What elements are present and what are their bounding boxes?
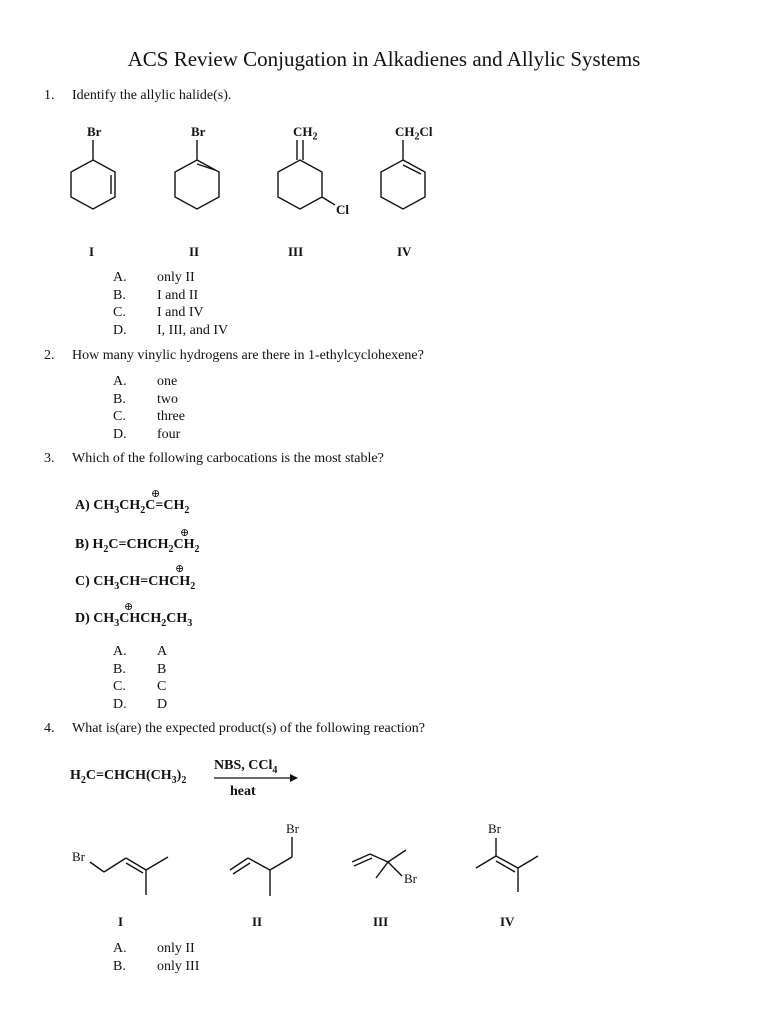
- structure-label-i: I: [89, 244, 95, 259]
- option-letter: B.: [113, 287, 126, 303]
- structure-label-iv: IV: [397, 244, 412, 259]
- answer-option[interactable]: [113, 426, 185, 444]
- product-label-iii: III: [373, 914, 389, 929]
- structure-iv: [381, 140, 425, 209]
- option-text: only II: [157, 270, 195, 285]
- answer-option[interactable]: [113, 287, 228, 305]
- charge-symbol-c: ⊕: [175, 563, 185, 575]
- option-letter: D.: [113, 426, 127, 442]
- page-title: ACS Review Conjugation in Alkadienes and Allylic Systems: [127, 47, 641, 71]
- question-2: [44, 348, 424, 364]
- product-ii: [230, 837, 292, 896]
- answer-option[interactable]: [113, 661, 167, 679]
- option-letter: D.: [113, 322, 127, 338]
- q4-products: [60, 820, 560, 910]
- question-number: 3.: [44, 451, 55, 466]
- carbocation-d: D) $CH_3CHCH_2CH_3$: [75, 611, 193, 629]
- charge-symbol-a: ⊕: [151, 488, 161, 500]
- answer-option[interactable]: [113, 322, 228, 340]
- option-text: A: [157, 644, 168, 659]
- question-text: Which of the following carbocations is the most stable?: [72, 451, 384, 466]
- product-ii-br: Br: [286, 821, 299, 836]
- question-3: [44, 451, 384, 467]
- answer-option[interactable]: [113, 643, 167, 661]
- answer-option[interactable]: [113, 678, 167, 696]
- substituent-cl-iii: Cl: [336, 202, 349, 217]
- product-label-i: I: [118, 914, 124, 929]
- option-letter: A.: [113, 374, 127, 389]
- question-1: [44, 88, 231, 104]
- product-iii-br: Br: [404, 871, 417, 886]
- answer-option[interactable]: [113, 373, 185, 391]
- structure-i: [71, 140, 115, 209]
- substituent-ch2-iii: $CH_2$: [293, 124, 318, 143]
- substituent-br-ii: Br: [191, 124, 206, 139]
- carbocation-c: C) $CH_3CH=CHCH_2$: [75, 574, 196, 592]
- option-text: two: [157, 391, 178, 407]
- reagent-bottom: heat: [230, 784, 256, 799]
- substituent-ch2cl-iv: $CH_2Cl$: [395, 124, 433, 143]
- product-iv-br: Br: [488, 821, 501, 836]
- product-iii: [352, 850, 406, 878]
- q4-options: [113, 940, 199, 975]
- question-text: What is(are) the expected product(s) of the following reaction?: [72, 721, 425, 736]
- substituent-br-i: Br: [87, 124, 102, 139]
- option-letter: C.: [113, 409, 126, 425]
- option-text: I and IV: [157, 305, 204, 321]
- option-text: only II: [157, 941, 195, 956]
- option-letter: C.: [113, 679, 126, 695]
- structure-label-ii: II: [189, 244, 200, 259]
- answer-option[interactable]: [113, 304, 228, 322]
- option-text: D: [157, 696, 168, 712]
- option-letter: B.: [113, 661, 126, 677]
- option-text: only III: [157, 958, 200, 974]
- charge-symbol-b: ⊕: [180, 527, 190, 539]
- question-text: How many vinylic hydrogens are there in 1-ethylcyclohexene?: [72, 348, 424, 363]
- charge-symbol-d: ⊕: [124, 601, 134, 613]
- option-letter: B.: [113, 391, 126, 407]
- option-letter: C.: [113, 305, 126, 321]
- option-text: B: [157, 661, 167, 677]
- structure-iii: [278, 140, 335, 209]
- option-text: four: [157, 426, 181, 442]
- reaction-arrow: [212, 772, 302, 784]
- question-number: 2.: [44, 348, 55, 363]
- q1-options: [113, 269, 228, 339]
- carbocation-b: B) $H_2C=CHCH_2CH_2$: [75, 537, 200, 555]
- option-letter: D.: [113, 696, 127, 712]
- product-i-br: Br: [72, 849, 85, 864]
- product-iv: [476, 838, 538, 892]
- option-letter: A.: [113, 270, 127, 285]
- question-number: 4.: [44, 721, 55, 736]
- product-label-iv: IV: [500, 914, 515, 929]
- option-text: I and II: [157, 287, 199, 303]
- option-letter: A.: [113, 644, 127, 659]
- answer-option[interactable]: [113, 940, 199, 958]
- structure-label-iii: III: [288, 244, 304, 259]
- option-text: one: [157, 374, 178, 389]
- structure-ii: [175, 140, 219, 209]
- question-text: Identify the allylic halide(s).: [72, 88, 232, 103]
- carbocation-a: A) $CH_3CH_2C=CH_2$: [75, 498, 190, 516]
- question-number: 1.: [44, 88, 55, 103]
- option-letter: A.: [113, 941, 127, 956]
- option-text: I, III, and IV: [157, 322, 229, 338]
- option-letter: B.: [113, 958, 126, 974]
- option-text: three: [157, 409, 185, 425]
- question-4: [44, 721, 425, 737]
- answer-option[interactable]: [113, 958, 199, 976]
- product-i: [90, 857, 168, 895]
- answer-option[interactable]: [113, 269, 228, 287]
- reagent-top: NBS, CCl$_4$: [214, 758, 278, 776]
- q3-options: [113, 643, 167, 713]
- option-text: C: [157, 679, 167, 695]
- reactant-formula: $H_2C=CHCH(CH_3)_2$: [70, 768, 187, 786]
- product-label-ii: II: [252, 914, 263, 929]
- answer-option[interactable]: [113, 696, 167, 714]
- answer-option[interactable]: [113, 408, 185, 426]
- answer-option[interactable]: [113, 391, 185, 409]
- q2-options: [113, 373, 185, 443]
